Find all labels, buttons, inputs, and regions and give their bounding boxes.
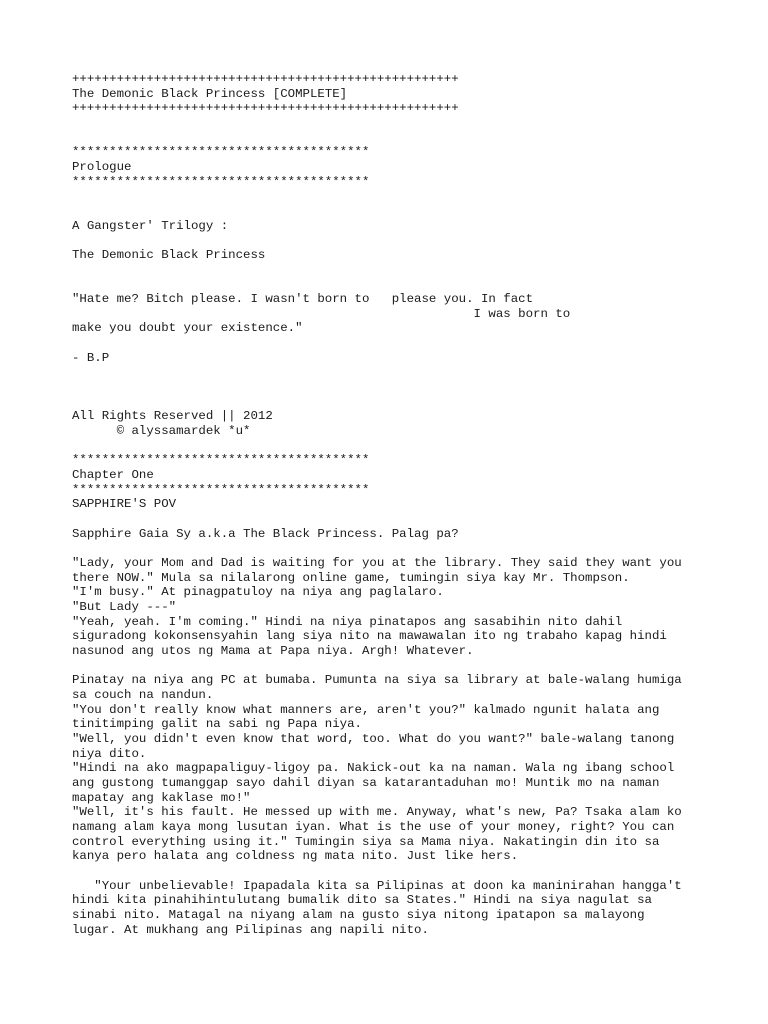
quote-attribution: - B.P (72, 350, 110, 365)
body-line: niya dito. (72, 746, 147, 761)
body-line: "I'm busy." At pinagpatuloy na niya ang paglalaro. (72, 585, 444, 600)
prologue-heading: Prologue (72, 160, 132, 174)
chapter-border-bottom: **************************************** (72, 482, 370, 497)
body-line: kanya pero halata ang coldness ng mata nito. Just like hers. (72, 849, 519, 864)
pov-heading: SAPPHIRE'S POV (72, 497, 177, 512)
quote-line-2: I was born to (72, 306, 571, 321)
title-border-top: ++++++++++++++++++++++++++++++++++++++++++++++++++++ (72, 72, 459, 86)
body-line: "But Lady ---" (72, 600, 177, 614)
body-line: there NOW." Mula sa nilalarong online game, tumingin siya kay Mr. Thompson. (72, 570, 630, 585)
body-line: "Well, it's his fault. He messed up with me. Anyway, what's new, Pa? Tsaka alam ko (72, 805, 682, 820)
title-border-bottom: ++++++++++++++++++++++++++++++++++++++++++++++++++++ (72, 101, 459, 116)
body-line: Sapphire Gaia Sy a.k.a The Black Princess. Palag pa? (72, 526, 459, 541)
body-line: hindi kita pinahihintulutang bumalik dito sa States." Hindi na siya nagulat sa (72, 893, 652, 908)
body-line: "Your unbelievable! Ipapadala kita sa Pilipinas at doon ka maninirahan hangga't (72, 878, 682, 893)
book-title: The Demonic Black Princess [COMPLETE] (72, 86, 348, 101)
chapter-heading: Chapter One (72, 468, 154, 482)
body-line: namang alam kaya mong lusutan iyan. What is the use of your money, right? You can (72, 820, 675, 834)
body-line: sinabi nito. Matagal na niyang alam na gusto siya nitong ipatapon sa malayong (72, 908, 645, 922)
copyright-line: © alyssamardek *u* (72, 424, 251, 438)
body-line: control everything using it." Tumingin siya sa Mama niya. Nakatingin din ito sa (72, 834, 660, 849)
body-line: mapatay ang kaklase mo!" (72, 790, 251, 805)
chapter-border-top: **************************************** (72, 453, 370, 468)
prologue-border-bottom: **************************************** (72, 174, 370, 189)
body-line: siguradong kokonsensyahin lang siya nito na mawawalan ito ng trabaho kapag hindi (72, 629, 667, 644)
body-line: "Well, you didn't even know that word, too. What do you want?" bale-walang tanong (72, 732, 675, 746)
body-line: ang gustong tumanggap sayo dahil diyan sa katarantaduhan mo! Muntik mo na naman (72, 776, 660, 790)
body-line: nasunod ang utos ng Mama at Papa niya. Argh! Whatever. (72, 644, 474, 658)
body-line: Pinatay na niya ang PC at bumaba. Pumunta na siya sa library at bale-walang humiga (72, 673, 682, 688)
subtitle-line: The Demonic Black Princess (72, 248, 266, 262)
body-line: "You don't really know what manners are, aren't you?" kalmado ngunit halata ang (72, 702, 660, 717)
body-line: "Hindi na ako magpapaliguy-ligoy pa. Nakick-out ka na naman. Wala ng ibang school (72, 761, 675, 776)
body-line: "Yeah, yeah. I'm coming." Hindi na niya pinatapos ang sasabihin nito dahil (72, 614, 623, 629)
rights-line: All Rights Reserved || 2012 (72, 409, 273, 424)
body-line: sa couch na nandun. (72, 688, 214, 702)
quote-line-3: make you doubt your existence." (72, 321, 303, 336)
body-line: tinitimping galit na sabi ng Papa niya. (72, 717, 362, 732)
body-line: "Lady, your Mom and Dad is waiting for you at the library. They said they want you (72, 556, 682, 570)
trilogy-line: A Gangster' Trilogy : (72, 218, 229, 233)
quote-line-1: "Hate me? Bitch please. I wasn't born to please you. In fact (72, 292, 534, 306)
prologue-border-top: **************************************** (72, 145, 370, 160)
body-line: lugar. At mukhang ang Pilipinas ang napili nito. (72, 922, 429, 937)
